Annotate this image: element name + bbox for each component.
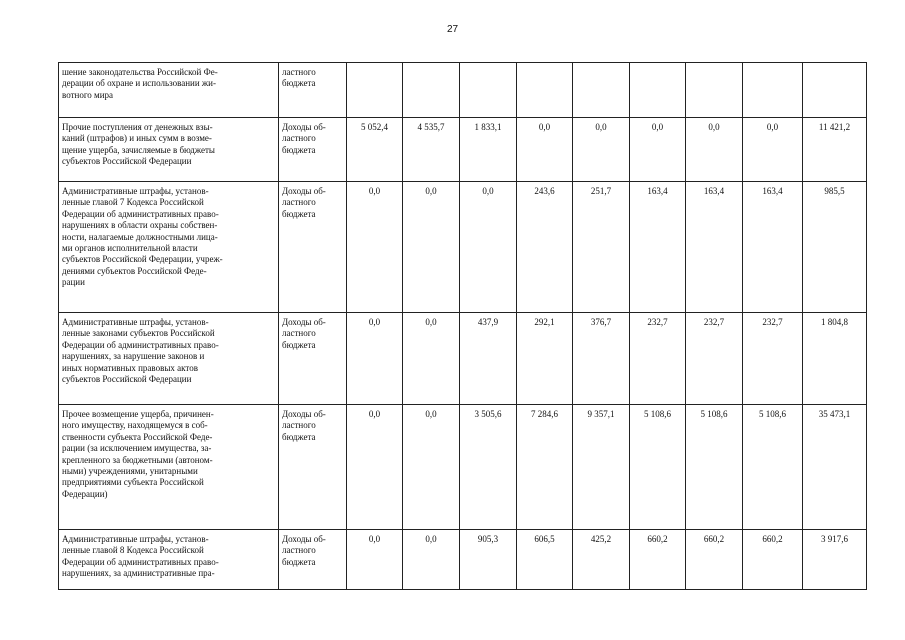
value-cell: 905,3 — [460, 530, 517, 590]
value-cell: 5 108,6 — [630, 405, 686, 530]
row-description-line: ственности субъекта Российской Феде- — [62, 431, 213, 442]
value-cell: 660,2 — [686, 530, 743, 590]
value-cell — [743, 63, 803, 118]
row-description-line: нарушениях, за нарушение законов и — [62, 351, 205, 362]
value-cell: 0,0 — [347, 313, 403, 405]
value-cell: 425,2 — [573, 530, 630, 590]
row-description-line: нарушениях в области охраны собствен- — [62, 220, 218, 231]
revenue-source-line: ластного — [282, 328, 316, 339]
revenue-source-line: ластного — [282, 133, 316, 144]
row-description-line: ленные законами субъектов Российской — [62, 328, 215, 339]
row-description-line: рации — [62, 277, 85, 288]
value-cell — [517, 63, 573, 118]
revenue-source-cell — [279, 118, 347, 182]
value-cell: 0,0 — [403, 530, 460, 590]
row-description-cell — [59, 530, 279, 590]
row-description-line: предприятиями субъекта Российской — [62, 477, 204, 488]
row-description-line: Федерации) — [62, 488, 108, 499]
revenue-source-line: Доходы об- — [282, 534, 326, 544]
revenue-source-line: бюджета — [282, 556, 316, 567]
row-description-line: Федерации об административных право- — [62, 556, 219, 567]
revenue-source-line: Доходы об- — [282, 186, 326, 196]
revenue-source-line: бюджета — [282, 144, 316, 155]
row-description-line: нарушениях, за административные пра- — [62, 568, 215, 579]
value-cell: 232,7 — [630, 313, 686, 405]
table-row — [59, 313, 867, 405]
value-cell — [803, 63, 867, 118]
revenue-source-line: бюджета — [282, 431, 316, 442]
row-description-line: Административные штрафы, установ- — [62, 534, 209, 544]
value-cell — [630, 63, 686, 118]
revenue-source-line: ластного — [282, 545, 316, 556]
row-description-cell — [59, 63, 279, 118]
value-cell: 0,0 — [573, 118, 630, 182]
value-cell: 0,0 — [347, 405, 403, 530]
row-description-line: Федерации об административных право- — [62, 339, 219, 350]
value-cell: 376,7 — [573, 313, 630, 405]
row-description-line: рации (за исключением имущества, за- — [62, 443, 212, 454]
value-cell: 163,4 — [686, 182, 743, 313]
value-cell: 232,7 — [743, 313, 803, 405]
value-cell: 0,0 — [403, 313, 460, 405]
value-cell: 0,0 — [460, 182, 517, 313]
value-cell: 243,6 — [517, 182, 573, 313]
value-cell — [403, 63, 460, 118]
row-description-line: ными) учреждениями, унитарными — [62, 466, 198, 477]
revenue-source-cell — [279, 63, 347, 118]
row-description-line: Административные штрафы, установ- — [62, 186, 209, 196]
value-cell: 163,4 — [630, 182, 686, 313]
value-cell: 985,5 — [803, 182, 867, 313]
row-description-line: шение законодательства Российской Фе- — [62, 67, 218, 77]
revenue-source-line: бюджета — [282, 208, 316, 219]
value-cell: 1 833,1 — [460, 118, 517, 182]
revenue-source-line: Доходы об- — [282, 317, 326, 327]
revenue-source-line: бюджета — [282, 339, 316, 350]
value-cell: 0,0 — [517, 118, 573, 182]
row-description-cell — [59, 405, 279, 530]
value-cell — [460, 63, 517, 118]
row-description-line: щение ущерба, зачисляемые в бюджеты — [62, 144, 215, 155]
row-description-line: субъектов Российской Федерации, учреж- — [62, 254, 223, 265]
row-description-line: ного имуществу, находящемуся в соб- — [62, 420, 208, 431]
table-row — [59, 118, 867, 182]
value-cell: 4 535,7 — [403, 118, 460, 182]
row-description-line: ми органов исполнительной власти — [62, 243, 198, 254]
revenue-source-line: Доходы об- — [282, 122, 326, 132]
row-description-line: ленные главой 8 Кодекса Российской — [62, 545, 204, 556]
row-description-line: субъектов Российской Федерации — [62, 156, 192, 167]
value-cell: 5 108,6 — [686, 405, 743, 530]
table-body — [59, 63, 867, 590]
row-description-cell — [59, 182, 279, 313]
value-cell — [347, 63, 403, 118]
value-cell: 5 052,4 — [347, 118, 403, 182]
value-cell: 0,0 — [743, 118, 803, 182]
row-description-line: каний (штрафов) и иных сумм в возме- — [62, 133, 212, 144]
value-cell — [573, 63, 630, 118]
value-cell: 0,0 — [630, 118, 686, 182]
value-cell: 0,0 — [403, 182, 460, 313]
row-description-line: субъектов Российской Федерации — [62, 374, 192, 385]
row-description-line: ности, налагаемые должностными лица- — [62, 231, 218, 242]
value-cell: 9 357,1 — [573, 405, 630, 530]
row-description-line: Федерации об административных право- — [62, 208, 219, 219]
revenue-source-line: ластного — [282, 197, 316, 208]
revenue-source-line: ластного — [282, 67, 316, 77]
revenue-source-cell — [279, 405, 347, 530]
revenue-source-cell — [279, 313, 347, 405]
value-cell: 1 804,8 — [803, 313, 867, 405]
value-cell: 7 284,6 — [517, 405, 573, 530]
value-cell: 606,5 — [517, 530, 573, 590]
value-cell: 437,9 — [460, 313, 517, 405]
table-row — [59, 405, 867, 530]
row-description-cell — [59, 313, 279, 405]
revenue-source-cell — [279, 530, 347, 590]
row-description-line: Административные штрафы, установ- — [62, 317, 209, 327]
value-cell: 5 108,6 — [743, 405, 803, 530]
row-description-line: крепленного за бюджетными (автоном- — [62, 454, 213, 465]
value-cell: 35 473,1 — [803, 405, 867, 530]
value-cell — [686, 63, 743, 118]
revenue-source-line: Доходы об- — [282, 409, 326, 419]
value-cell: 232,7 — [686, 313, 743, 405]
value-cell: 163,4 — [743, 182, 803, 313]
row-description-cell — [59, 118, 279, 182]
value-cell: 660,2 — [743, 530, 803, 590]
row-description-line: дениями субъектов Российской Феде- — [62, 265, 207, 276]
table-row — [59, 530, 867, 590]
page-number: 27 — [446, 24, 459, 35]
row-description-line: вотного мира — [62, 89, 114, 100]
value-cell: 251,7 — [573, 182, 630, 313]
row-description-line: Прочее возмещение ущерба, причинен- — [62, 409, 214, 419]
table-row — [59, 63, 867, 118]
value-cell: 3 917,6 — [803, 530, 867, 590]
row-description-line: иных нормативных правовых актов — [62, 362, 198, 373]
value-cell: 0,0 — [347, 530, 403, 590]
value-cell: 0,0 — [403, 405, 460, 530]
value-cell: 0,0 — [686, 118, 743, 182]
row-description-line: Прочие поступления от денежных взы- — [62, 122, 213, 132]
value-cell: 292,1 — [517, 313, 573, 405]
value-cell: 11 421,2 — [803, 118, 867, 182]
row-description-line: ленные главой 7 Кодекса Российской — [62, 197, 204, 208]
value-cell: 0,0 — [347, 182, 403, 313]
budget-revenue-table — [58, 62, 867, 590]
row-description-line: дерации об охране и использовании жи- — [62, 78, 216, 89]
revenue-source-cell — [279, 182, 347, 313]
revenue-source-line: ластного — [282, 420, 316, 431]
table-row — [59, 182, 867, 313]
value-cell: 660,2 — [630, 530, 686, 590]
value-cell: 3 505,6 — [460, 405, 517, 530]
revenue-source-line: бюджета — [282, 78, 316, 89]
